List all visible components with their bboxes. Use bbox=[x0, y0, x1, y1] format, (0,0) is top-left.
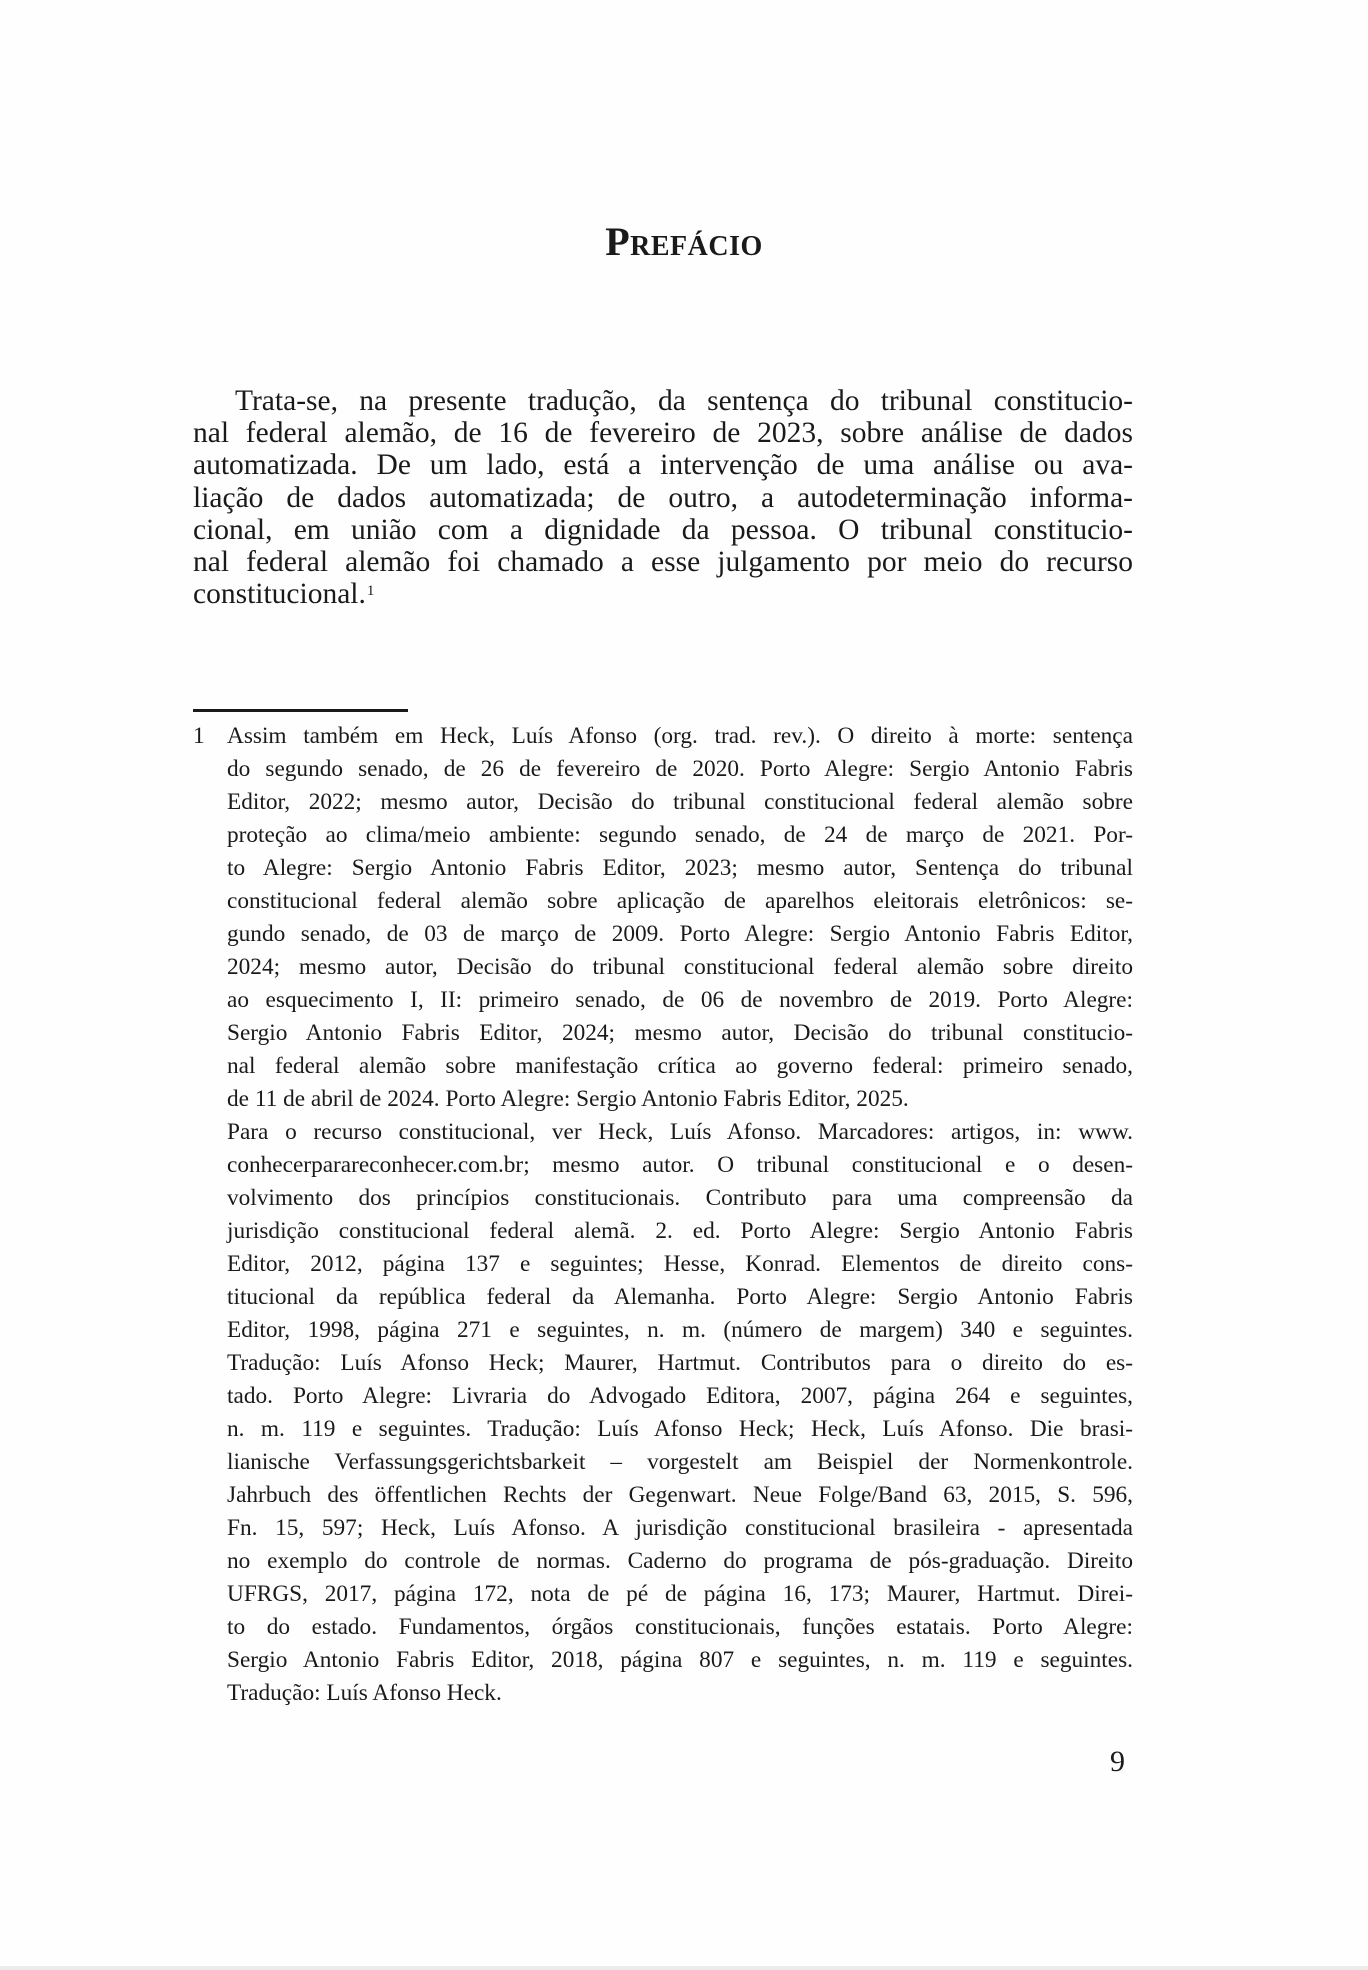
footnote-line: Para o recurso constitucional, ver Heck, Luís Afonso. Marcadores: artigos, in: www. bbox=[227, 1119, 1133, 1145]
footnote-line: conhecerparareconhecer.com.br; mesmo autor. O tribunal constitucional e o desen- bbox=[227, 1152, 1133, 1178]
footnote-line: to do estado. Fundamentos, órgãos constitucionais, funções estatais. Porto Alegre: bbox=[227, 1614, 1133, 1640]
footnote-line: tado. Porto Alegre: Livraria do Advogado Editora, 2007, página 264 e seguintes, bbox=[227, 1383, 1133, 1409]
footnote-separator bbox=[193, 709, 408, 712]
footnote-line: Editor, 2022; mesmo autor, Decisão do tribunal constitucional federal alemão sobre bbox=[227, 789, 1133, 815]
body-line bbox=[193, 385, 1133, 417]
body-line bbox=[193, 578, 1133, 610]
chapter-title: Prefácio bbox=[605, 219, 763, 264]
footnote-line: titucional da república federal da Alemanha. Porto Alegre: Sergio Antonio Fabris bbox=[227, 1284, 1133, 1310]
footnote-line: Editor, 1998, página 271 e seguintes, n. m. (número de margem) 340 e seguintes. bbox=[227, 1317, 1133, 1343]
footnote-line: n. m. 119 e seguintes. Tradução: Luís Afonso Heck; Heck, Luís Afonso. Die brasi- bbox=[227, 1416, 1133, 1442]
footnote-reference[interactable]: 1 bbox=[366, 583, 375, 600]
footnote-line: Sergio Antonio Fabris Editor, 2024; mesmo autor, Decisão do tribunal constitucio- bbox=[227, 1020, 1133, 1046]
page-number: 9 bbox=[1110, 1745, 1125, 1778]
footnote-entry bbox=[193, 720, 1133, 1710]
footnote-line: to Alegre: Sergio Antonio Fabris Editor, 2023; mesmo autor, Sentença do tribunal bbox=[227, 855, 1133, 881]
footnote-line: Tradução: Luís Afonso Heck. bbox=[227, 1680, 502, 1706]
body-paragraph bbox=[193, 385, 1133, 610]
body-line: nal federal alemão foi chamado a esse julgamento por meio do recurso bbox=[193, 546, 1133, 579]
footnote-line: ao esquecimento I, II: primeiro senado, de 06 de novembro de 2019. Porto Alegre: bbox=[227, 987, 1133, 1013]
footnote-line: Tradução: Luís Afonso Heck; Maurer, Hartmut. Contributos para o direito do es- bbox=[227, 1350, 1133, 1376]
viewer-bottom-edge bbox=[0, 1966, 1368, 1970]
footnote-line: proteção ao clima/meio ambiente: segundo senado, de 24 de março de 2021. Por- bbox=[227, 822, 1133, 848]
body-line: liação de dados automatizada; de outro, a autodeterminação informa- bbox=[193, 481, 1133, 514]
footnote-line: volvimento dos princípios constitucionais. Contributo para uma compreensão da bbox=[227, 1185, 1133, 1211]
body-line-text: Trata-se, na presente tradução, da sentença do tribunal constitucio- bbox=[235, 385, 1133, 417]
footnote-line: jurisdição constitucional federal alemã. 2. ed. Porto Alegre: Sergio Antonio Fabris bbox=[227, 1218, 1133, 1244]
body-line: cional, em união com a dignidade da pessoa. O tribunal constitucio- bbox=[193, 513, 1133, 546]
body-line-text: constitucional. bbox=[193, 578, 366, 611]
footnote-line: Assim também em Heck, Luís Afonso (org. trad. rev.). O direito à morte: sentença bbox=[227, 723, 1133, 749]
footnote-line: do segundo senado, de 26 de fevereiro de 2020. Porto Alegre: Sergio Antonio Fabris bbox=[227, 756, 1133, 782]
footnote-text bbox=[227, 720, 1133, 1710]
footnote-line: UFRGS, 2017, página 172, nota de pé de página 16, 173; Maurer, Hartmut. Direi- bbox=[227, 1581, 1133, 1607]
footnote-number: 1 bbox=[193, 723, 205, 749]
footnote-line: Editor, 2012, página 137 e seguintes; Hesse, Konrad. Elementos de direito cons- bbox=[227, 1251, 1133, 1277]
footnote-line: gundo senado, de 03 de março de 2009. Porto Alegre: Sergio Antonio Fabris Editor, bbox=[227, 921, 1133, 947]
footnote-line: Jahrbuch des öffentlichen Rechts der Gegenwart. Neue Folge/Band 63, 2015, S. 596, bbox=[227, 1482, 1133, 1508]
footnote-line: 2024; mesmo autor, Decisão do tribunal constitucional federal alemão sobre direito bbox=[227, 954, 1133, 980]
footnote bbox=[193, 720, 1133, 1710]
body-line: nal federal alemão, de 16 de fevereiro de 2023, sobre análise de dados bbox=[193, 417, 1133, 450]
body-line: automatizada. De um lado, está a intervenção de uma análise ou ava- bbox=[193, 449, 1133, 482]
footnote-line: Sergio Antonio Fabris Editor, 2018, página 807 e seguintes, n. m. 119 e seguintes. bbox=[227, 1647, 1133, 1673]
footnote-line: de 11 de abril de 2024. Porto Alegre: Sergio Antonio Fabris Editor, 2025. bbox=[227, 1086, 909, 1112]
footnote-line: Fn. 15, 597; Heck, Luís Afonso. A jurisdição constitucional brasileira - apresentada bbox=[227, 1515, 1133, 1541]
footnote-line: lianische Verfassungsgerichtsbarkeit – vorgestelt am Beispiel der Normenkontrole. bbox=[227, 1449, 1133, 1475]
footnote-line: constitucional federal alemão sobre aplicação de aparelhos eleitorais eletrônicos: se- bbox=[227, 888, 1133, 914]
footnote-line: no exemplo do controle de normas. Caderno do programa de pós-graduação. Direito bbox=[227, 1548, 1133, 1574]
footnote-line: nal federal alemão sobre manifestação crítica ao governo federal: primeiro senado, bbox=[227, 1053, 1133, 1079]
